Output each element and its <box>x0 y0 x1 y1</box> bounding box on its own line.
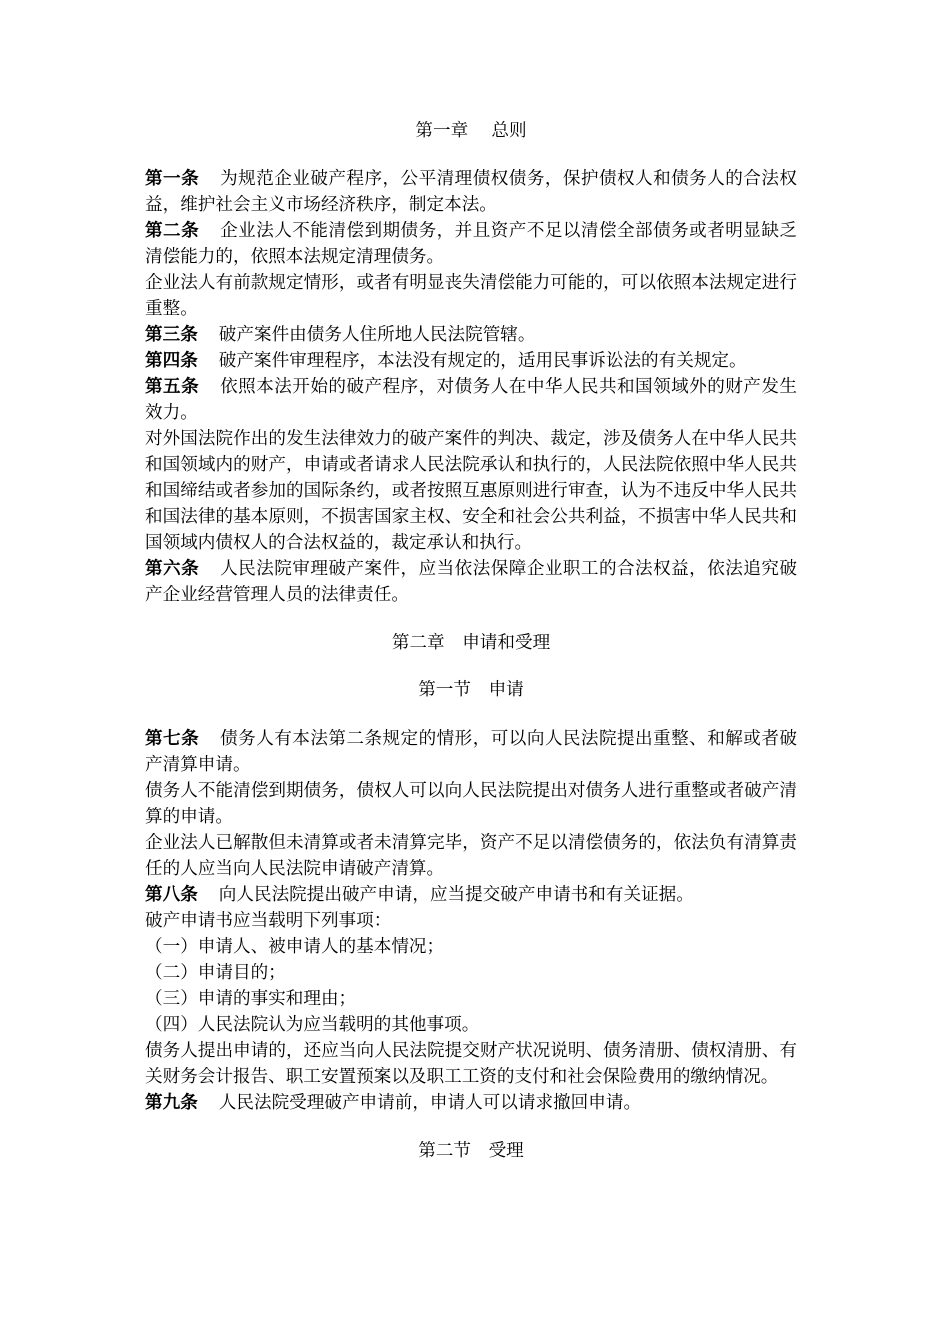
article-2-paragraph-2: 企业法人有前款规定情形，或者有明显丧失清偿能力可能的，可以依照本法规定进行重整。 <box>145 273 797 319</box>
article-text: 为规范企业破产程序，公平清理债权债务，保护债权人和债务人的合法权益，维护社会主义市场经济秩序，制定本法。 <box>145 169 797 215</box>
article-text: 依照本法开始的破产程序，对债务人在中华人民共和国领域外的财产发生效力。 <box>145 377 797 423</box>
article-9 <box>145 1090 797 1116</box>
article-text: 破产案件由债务人住所地人民法院管辖。 <box>218 325 536 345</box>
article-text: 破产案件审理程序，本法没有规定的，适用民事诉讼法的有关规定。 <box>218 351 747 371</box>
article-7-paragraph-2: 债务人不能清偿到期债务，债权人可以向人民法院提出对债务人进行重整或者破产清算的申请。 <box>145 781 797 827</box>
article-number: 第八条 <box>145 884 198 905</box>
article-number: 第七条 <box>145 728 200 749</box>
article-5-paragraph-2: 对外国法院作出的发生法律效力的破产案件的判决、裁定，涉及债务人在中华人民共和国领域内的财产，申请或者请求人民法院承认和执行的，人民法院依照中华人民共和国缔结或者参加的国际条约，或者按照互惠原则进行审查，认为不违反中华人民共和国法律的基本原则，不损害国家主权、安全和社会公共利益，不损害中华人民共和国领域内债权人的合法权益的，裁定承认和执行。 <box>145 429 797 553</box>
article-8-paragraph-2: 破产申请书应当载明下列事项： <box>145 911 392 931</box>
section-1-title: 第一节 申请 <box>418 680 524 700</box>
article-7-paragraph-3: 企业法人已解散但未清算或者未清算完毕，资产不足以清偿债务的，依法负有清算责任的人应当向人民法院申请破产清算。 <box>145 833 797 879</box>
article-text: 向人民法院提出破产申请，应当提交破产申请书和有关证据。 <box>218 885 694 905</box>
article-number: 第六条 <box>145 558 200 579</box>
article-4 <box>145 348 797 374</box>
article-5 <box>145 374 797 426</box>
list-item: （一）申请人、被申请人的基本情况； <box>145 937 445 957</box>
article-8 <box>145 882 797 908</box>
chapter-2-title: 第二章 申请和受理 <box>391 633 551 653</box>
article-3 <box>145 322 797 348</box>
article-number: 第九条 <box>145 1092 198 1113</box>
article-8-paragraph-3: 债务人提出申请的，还应当向人民法院提交财产状况说明、债务清册、债权清册、有关财务会计报告、职工安置预案以及职工工资的支付和社会保险费用的缴纳情况。 <box>145 1041 797 1087</box>
article-text: 企业法人不能清偿到期债务，并且资产不足以清偿全部债务或者明显缺乏清偿能力的，依照本法规定清理债务。 <box>145 221 797 267</box>
article-6 <box>145 556 797 608</box>
article-text: 人民法院受理破产申请前，申请人可以请求撤回申请。 <box>218 1093 642 1113</box>
list-item: （三）申请的事实和理由； <box>145 989 357 1009</box>
article-7 <box>145 726 797 778</box>
document-page <box>145 118 797 1164</box>
article-number: 第三条 <box>145 324 198 345</box>
article-1 <box>145 166 797 218</box>
chapter-1-title: 第一章 总则 <box>415 121 527 141</box>
article-text: 债务人有本法第二条规定的情形，可以向人民法院提出重整、和解或者破产清算申请。 <box>145 729 797 775</box>
article-number: 第一条 <box>145 168 200 189</box>
section-2-title: 第二节 受理 <box>418 1141 524 1161</box>
article-number: 第五条 <box>145 376 200 397</box>
article-number: 第四条 <box>145 350 198 371</box>
article-number: 第二条 <box>145 220 200 241</box>
list-item: （二）申请目的； <box>145 963 286 983</box>
list-item: （四）人民法院认为应当载明的其他事项。 <box>145 1015 480 1035</box>
article-2 <box>145 218 797 270</box>
article-text: 人民法院审理破产案件，应当依法保障企业职工的合法权益，依法追究破产企业经营管理人员的法律责任。 <box>145 559 797 605</box>
